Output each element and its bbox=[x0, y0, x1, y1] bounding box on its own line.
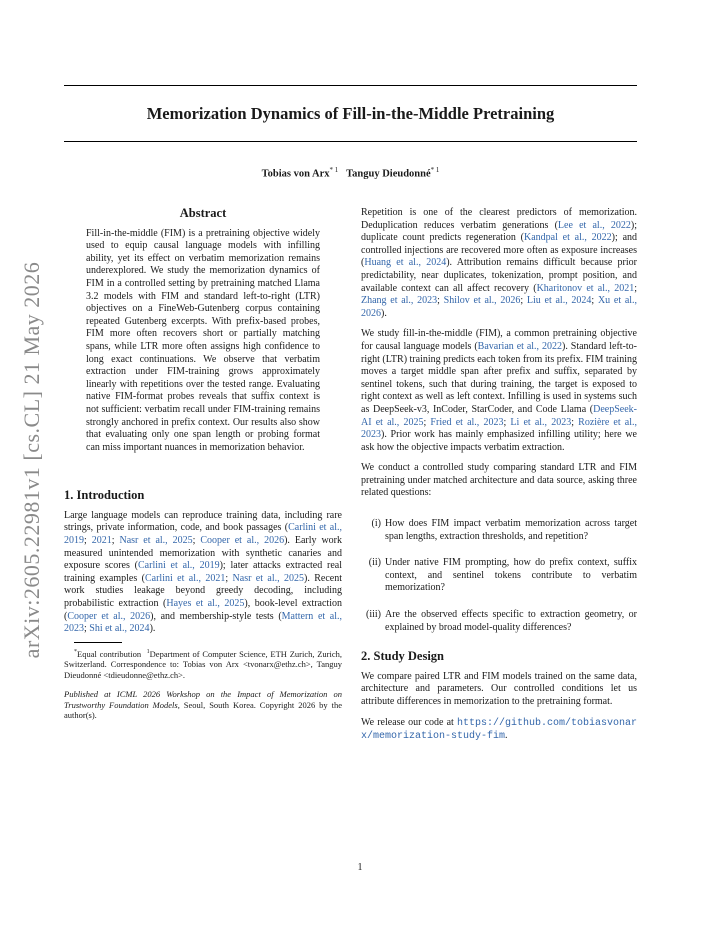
section-heading-study-design: 2. Study Design bbox=[361, 649, 445, 664]
citation-link[interactable]: Zhang et al., 2023 bbox=[361, 295, 438, 307]
citation-link[interactable]: Kandpal et al., 2022 bbox=[523, 232, 612, 244]
citation-link[interactable]: Fried et al., 2023 bbox=[430, 416, 504, 428]
author-line bbox=[64, 166, 637, 180]
citation-link[interactable]: Shi et al., 2024 bbox=[89, 623, 150, 635]
citation-link[interactable]: Rozière et al., 2023 bbox=[361, 416, 638, 441]
citation-link[interactable]: Liu et al., 2024 bbox=[526, 295, 592, 307]
citation-link[interactable]: Carlini et al., 2021 bbox=[144, 572, 226, 584]
list-item: (iii) Are the observed effects specific to extraction geometry, or explained by broad model-quality differences? bbox=[366, 609, 637, 633]
body-paragraph: Repetition is one of the clearest predictors of memorization. Deduplication reduces verbatim generations (Lee et al., 2022); duplicate count predicts regeneration (Kandpal et al., 2022); and controlled injections are recovered more often as exposure increases (Huang et al., 2024). Attribution remains difficult because prior predictability, near duplicates, tokenization, prompt position, and available context can all affect recovery (Kharitonov et al., 2021; Zhang et al., 2023; Shilov et al., 2026; Liu et al., 2024; Xu et al., 2026). bbox=[361, 207, 638, 319]
citation-link[interactable]: Carlini et al., 2019 bbox=[64, 522, 342, 547]
intro-paragraph: Large language models can reproduce training data, including rare strings, private information, code, and book passages (Carlini et al., 2019; 2021; Nasr et al., 2025; Cooper et al., 2026). Early work measured unintended memorization with synthetic canaries and exposure scores (Carlini et al., 2019); later attacks extracted real training examples (Carlini et al., 2021; Nasr et al., 2025). Recent work studies leakage beyond greedy decoding, including probabilistic extraction (Hayes et al., 2025), book-level extraction (Cooper et al., 2026), and membership-style tests (Mattern et al., 2023; Shi et al., 2024). bbox=[64, 509, 343, 635]
code-release-paragraph: We release our code at https://github.com/tobiasvonarx/memorization-study-fim. bbox=[361, 716, 637, 743]
body-paragraph: We study fill-in-the-middle (FIM), a common pretraining objective for causal language models (Bavarian et al., 2022). Standard left-to-right (LTR) training predicts each token from its prefix. FIM training moves a target middle span after prefix and suffix, separated by sentinel tokens, such that during training, the target is exposed to right context as well as left context. Infilling is used in systems such as DeepSeek-v3, InCoder, StarCoder, and Code Llama (DeepSeek-AI et al., 2025; Fried et al., 2023; Li et al., 2023; Rozière et al., 2023). Prior work has mainly emphasized infilling utility; here we ask how the objective impacts verbatim extraction. bbox=[361, 328, 638, 453]
citation-link[interactable]: Huang et al., 2024 bbox=[364, 257, 447, 269]
citation-link[interactable]: Mattern et al., 2023 bbox=[64, 610, 343, 635]
title-bottom-rule bbox=[64, 141, 637, 142]
body-paragraph: We compare paired LTR and FIM models trained on the same data, architecture and parameters. Our controlled conditions let us attribute differences in memorization to the pretraining format. bbox=[361, 670, 637, 707]
author-mark: * 1 bbox=[430, 166, 440, 174]
right-column bbox=[361, 207, 637, 744]
citation-link[interactable]: DeepSeek-AI et al., 2025 bbox=[361, 403, 637, 428]
author-name: Tobias von Arx bbox=[261, 168, 330, 180]
citation-link[interactable]: 2021 bbox=[91, 535, 112, 547]
arxiv-id: arXiv:2605.22981v1 [cs.CL] 21 May 2026 bbox=[19, 261, 44, 659]
section-heading-introduction: 1. Introduction bbox=[64, 488, 145, 503]
citation-link[interactable]: Kharitonov et al., 2021 bbox=[536, 282, 635, 294]
citation-link[interactable]: Carlini et al., 2019 bbox=[138, 560, 220, 572]
left-column bbox=[64, 207, 342, 721]
citation-link[interactable]: Nasr et al., 2025 bbox=[232, 572, 305, 584]
arxiv-watermark bbox=[12, 240, 52, 680]
body-paragraph: We conduct a controlled study comparing standard LTR and FIM pretraining under matched architecture and data source, asking three related questions: bbox=[361, 462, 637, 499]
venue-footnote: Published at ICML 2026 Workshop on the Impact of Memorization on Trustworthy Foundation Models, Seoul, South Korea. Copyright 2026 by the author(s). bbox=[64, 689, 342, 721]
list-item: (i) How does FIM impact verbatim memorization across target span lengths, extraction thresholds, and repetition? bbox=[371, 518, 637, 542]
citation-link[interactable]: Cooper et al., 2026 bbox=[67, 610, 151, 622]
footnote-rule bbox=[74, 642, 122, 643]
code-url-link[interactable]: https://github.com/tobiasvonarx/memorization-study-fim bbox=[361, 717, 637, 743]
citation-link[interactable]: Lee et al., 2022 bbox=[557, 219, 631, 231]
research-questions bbox=[361, 518, 637, 634]
paper-title: Memorization Dynamics of Fill-in-the-Middle Pretraining bbox=[146, 104, 555, 123]
citation-link[interactable]: Xu et al., 2026 bbox=[361, 295, 638, 319]
citation-link[interactable]: Hayes et al., 2025 bbox=[166, 598, 245, 610]
citation-link[interactable]: Bavarian et al., 2022 bbox=[477, 340, 562, 352]
citation-link[interactable]: Shilov et al., 2026 bbox=[443, 295, 521, 307]
affiliation-footnote: *Equal contribution $^1$Department of Computer Science, ETH Zurich, Zurich, Switzerland. Correspondence to: Tobias von Arx <tvonarx@ethz.ch>, Tanguy Dieudonné <tdieudonne@ethz.ch>. bbox=[64, 648, 343, 680]
title-top-rule bbox=[64, 85, 637, 86]
author-mark: * 1 bbox=[329, 166, 339, 174]
author-name: Tanguy Dieudonné bbox=[346, 168, 431, 180]
abstract-heading: Abstract bbox=[179, 206, 227, 220]
citation-link[interactable]: Li et al., 2023 bbox=[510, 416, 572, 428]
abstract-text: Fill-in-the-middle (FIM) is a pretraining objective widely used to equip causal language models with infilling ability, yet its effect on verbatim memorization remains underexplored. We study the memorization dynamics of FIM in a controlled setting by pretraining matched Llama 3.2 models with FIM and standard left-to-right (LTR) objectives on a FineWeb-Gutenberg corpus containing repeated Gutenberg excerpts. With prefix-based probes, FIM more often recovers short or partially matching spans, while LTR more often assigns high confidence to long exact continuations. We observe that verbatim extraction under FIM-training grows approximately linearly with repetitions over the tested range. Evaluating native FIM-format probes reveals that suffix context is not sufficient: verbatim recall under FIM-training remains strongly anchored in prefix context. Our results also show that evaluating only one span length or probing format can miss important nuances in memorization behavior. bbox=[86, 227, 320, 453]
citation-link[interactable]: Cooper et al., 2026 bbox=[200, 535, 285, 547]
page-number: 1 bbox=[357, 862, 363, 873]
list-item: (ii) Under native FIM prompting, how do prefix context, suffix context, and sentinel tokens contribute to verbatim memorization? bbox=[368, 557, 637, 594]
citation-link[interactable]: Nasr et al., 2025 bbox=[119, 535, 193, 547]
